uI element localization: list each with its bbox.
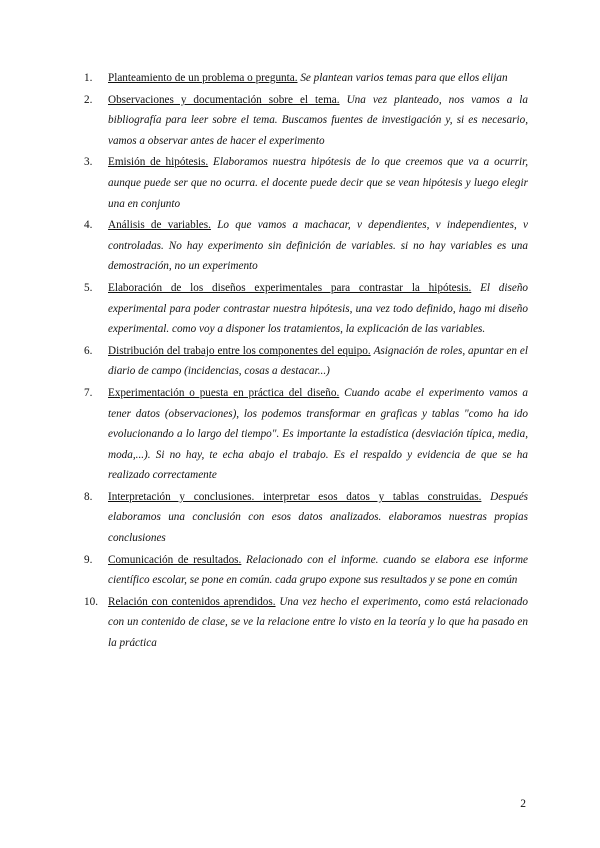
item-number: 3. — [84, 156, 93, 169]
item-number: 9. — [84, 553, 93, 566]
list-item — [84, 383, 528, 486]
page-number: 2 — [520, 798, 526, 810]
item-text: El diseño experimental para poder contrastar nuestra hipótesis, una vez todo definido, hago mi diseño experimental. como voy a disponer los tratamientos, la explicación de las variables. — [108, 281, 529, 336]
item-heading: Comunicación de resultados. — [108, 553, 242, 566]
list-item — [84, 215, 528, 277]
list-item — [84, 592, 528, 654]
item-number: 5. — [84, 281, 93, 294]
item-heading: Elaboración de los diseños experimentales para contrastar la hipótesis. — [108, 281, 472, 294]
item-text: Elaboramos nuestra hipótesis de lo que creemos que va a ocurrir, aunque puede ser que no ocurra. el docente puede decir que se vean hipótesis y luego elegir una en conjunto — [108, 156, 529, 210]
item-text: Asignación de roles, apuntar en el diario de campo (incidencias, cosas a destacar...) — [108, 344, 529, 378]
list-item — [84, 152, 528, 214]
item-text: Cuando acabe el experimento vamos a tener datos (observaciones), los podemos transformar en graficas y tablas "como ha ido evolucionando a lo largo del tiempo". Es importante la estadística (desviación típica, media, moda,...). Si no hay, te echa abajo el trabajo. Es el respaldo y evidencia de que se ha realizado correctamente — [108, 386, 528, 482]
item-text: Lo que vamos a machacar, v dependientes, v independientes, v controladas. No hay experimento sin definición de variables. si no hay variables es una demostración, no un experimento — [108, 219, 528, 273]
item-number: 8. — [84, 490, 93, 503]
item-text: Relacionado con el informe. cuando se elabora ese informe científico escolar, se pone en común. cada grupo expone sus resultados y se pone en común — [108, 553, 529, 587]
list-item — [84, 68, 528, 89]
list-item — [84, 90, 528, 152]
item-heading: Análisis de variables. — [108, 219, 211, 232]
item-heading: Interpretación y conclusiones. interpretar esos datos y tablas construidas. — [108, 490, 482, 503]
item-heading: Experimentación o puesta en práctica del diseño. — [108, 386, 340, 399]
list-item — [84, 341, 528, 382]
numbered-list — [84, 68, 528, 655]
list-item — [84, 487, 528, 549]
item-heading: Distribución del trabajo entre los componentes del equipo. — [108, 344, 371, 357]
item-text: Una vez hecho el experimento, como está relacionado con un contenido de clase, se ve la relacione entre lo visto en la teoría y lo que ha pasado en la práctica — [108, 595, 528, 650]
item-heading: Observaciones y documentación sobre el tema. — [108, 93, 340, 106]
item-text: Se plantean varios temas para que ellos elijan — [300, 72, 508, 84]
item-number: 2. — [84, 93, 93, 106]
item-text: Después elaboramos una conclusión con esos datos analizados. elaboramos nuestras propias conclusiones — [108, 490, 529, 545]
list-item — [84, 550, 528, 591]
item-number: 4. — [84, 219, 93, 232]
list-item — [84, 278, 528, 340]
item-number: 1. — [84, 72, 93, 84]
item-number: 7. — [84, 386, 93, 399]
item-heading: Emisión de hipótesis. — [108, 156, 209, 169]
item-number: 6. — [84, 344, 93, 357]
item-number: 10. — [84, 595, 98, 608]
item-heading: Relación con contenidos aprendidos. — [108, 595, 276, 608]
item-text: Una vez planteado, nos vamos a la bibliografía para leer sobre el tema. Buscamos fuentes de investigación y, si es necesario, vamos a observar antes de hacer el experimento — [108, 93, 529, 147]
item-heading: Planteamiento de un problema o pregunta. — [108, 72, 298, 84]
